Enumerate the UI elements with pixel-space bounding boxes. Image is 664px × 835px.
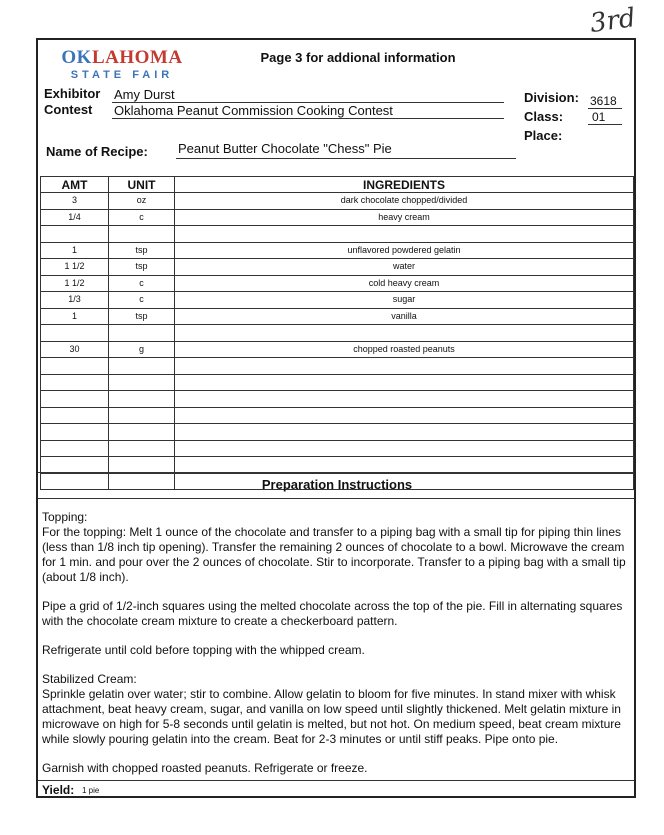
division-value: 3618 — [590, 94, 617, 108]
ingredient-name: cold heavy cream — [175, 275, 634, 292]
ingredient-row — [41, 407, 634, 424]
ingredient-unit — [109, 457, 175, 474]
ingredient-amt: 1 — [41, 308, 109, 325]
preparation-paragraph: Refrigerate until cold before topping with the whipped cream. — [42, 643, 365, 657]
ingredient-name — [175, 424, 634, 441]
ingredient-unit — [109, 440, 175, 457]
ingredient-unit: tsp — [109, 259, 175, 276]
ingredient-name — [175, 440, 634, 457]
ingredient-unit — [109, 407, 175, 424]
ingredient-name: vanilla — [175, 308, 634, 325]
ingredient-row — [41, 457, 634, 474]
ingredient-name — [175, 457, 634, 474]
ingredient-unit — [109, 424, 175, 441]
ingredient-unit: g — [109, 341, 175, 358]
ingredients-header: INGREDIENTS — [175, 177, 634, 193]
ingredient-name: water — [175, 259, 634, 276]
logo-lahoma: LAHOMA — [91, 47, 183, 68]
ingredient-row — [41, 209, 634, 226]
prep-heading-rule — [38, 498, 634, 499]
ingredient-row — [41, 440, 634, 457]
ingredient-amt: 1 1/2 — [41, 259, 109, 276]
exhibitor-value: Amy Durst — [114, 87, 175, 102]
ingredient-unit: oz — [109, 193, 175, 210]
ingredient-row — [41, 325, 634, 342]
ingredient-name — [175, 407, 634, 424]
preparation-paragraph: Garnish with chopped roasted peanuts. Refrigerate or freeze. — [42, 761, 368, 775]
unit-header: UNIT — [109, 177, 175, 193]
ingredient-unit — [109, 391, 175, 408]
division-label: Division: — [524, 90, 579, 105]
ingredients-header-row — [41, 177, 634, 193]
ingredient-amt — [41, 374, 109, 391]
ingredient-amt — [41, 226, 109, 243]
ingredient-name: chopped roasted peanuts — [175, 341, 634, 358]
ingredient-name — [175, 325, 634, 342]
ingredient-row — [41, 193, 634, 210]
ingredient-amt — [41, 391, 109, 408]
preparation-text — [42, 510, 632, 790]
ingredient-amt — [41, 457, 109, 474]
ingredient-amt — [41, 407, 109, 424]
ingredient-unit: tsp — [109, 242, 175, 259]
class-label: Class: — [524, 109, 564, 124]
ingredient-unit — [109, 226, 175, 243]
preparation-heading: Preparation Instructions — [261, 477, 413, 492]
ingredient-unit: c — [109, 292, 175, 309]
contest-underline — [112, 118, 504, 119]
preparation-paragraph: Stabilized Cream: Sprinkle gelatin over water; stir to combine. Allow gelatin to bloom for five minutes. In stand mixer with whisk attachment, beat heavy cream, sugar, and vanilla on low speed until slightly thickened. Melt gelatin mixture in microwave on high for 5-8 seconds until gelatin is melted, but not hot. On medium speed, beat cream mixture while slowly pouring gelatin into the cream. Beat for 2-3 minutes or until stiff peaks. Pipe onto pie. — [42, 672, 621, 746]
ingredient-name — [175, 226, 634, 243]
ingredient-amt: 1 1/2 — [41, 275, 109, 292]
division-underline — [588, 108, 622, 109]
preparation-paragraph: Pipe a grid of 1/2-inch squares using the melted chocolate across the top of the pie. Fill in alternating squares with the chocolate cream mixture to create a checkerboard pattern. — [42, 599, 623, 628]
logo-ok: OK — [61, 47, 92, 68]
yield-value: 1 pie — [82, 786, 100, 795]
ingredient-row — [41, 292, 634, 309]
ingredient-name: heavy cream — [175, 209, 634, 226]
entry-form — [36, 38, 636, 798]
ingredient-row — [41, 275, 634, 292]
ingredient-name: unflavored powdered gelatin — [175, 242, 634, 259]
ingredient-amt — [41, 358, 109, 375]
ingredients-table — [40, 176, 634, 490]
ingredient-amt: 1/4 — [41, 209, 109, 226]
handwritten-place-note: 3rd — [588, 2, 638, 40]
ingredient-name: sugar — [175, 292, 634, 309]
yield-label: Yield: — [42, 783, 75, 797]
recipe-name-label: Name of Recipe: — [46, 144, 148, 159]
amt-header: AMT — [41, 177, 109, 193]
ingredient-amt: 1/3 — [41, 292, 109, 309]
class-value: 01 — [592, 110, 606, 124]
ingredient-amt — [41, 424, 109, 441]
logo-subtitle: STATE FAIR — [70, 69, 174, 81]
ingredient-name: dark chocolate chopped/divided — [175, 193, 634, 210]
ingredient-amt — [41, 325, 109, 342]
ingredient-row — [41, 242, 634, 259]
exhibitor-label: Exhibitor — [44, 86, 101, 101]
place-label: Place: — [524, 128, 563, 143]
ingredient-row — [41, 226, 634, 243]
ingredients-body — [41, 193, 634, 490]
ingredient-unit: c — [109, 209, 175, 226]
state-fair-logo — [52, 48, 192, 82]
ingredient-row — [41, 358, 634, 375]
contest-value: Oklahoma Peanut Commission Cooking Contest — [114, 103, 393, 118]
ingredient-unit — [109, 358, 175, 375]
ingredient-amt: 30 — [41, 341, 109, 358]
ingredient-amt: 3 — [41, 193, 109, 210]
recipe-name-value: Peanut Butter Chocolate "Chess" Pie — [178, 141, 392, 156]
ingredient-unit: tsp — [109, 308, 175, 325]
ingredient-unit: c — [109, 275, 175, 292]
prep-top-rule — [38, 472, 634, 473]
yield-rule — [38, 780, 634, 781]
ingredient-unit — [109, 325, 175, 342]
contest-label: Contest — [44, 102, 93, 117]
ingredient-name — [175, 358, 634, 375]
ingredient-row — [41, 341, 634, 358]
class-underline — [588, 124, 622, 125]
recipe-underline — [176, 158, 516, 159]
ingredient-row — [41, 374, 634, 391]
ingredient-amt: 1 — [41, 242, 109, 259]
page-note: Page 3 for addional information — [260, 50, 456, 65]
ingredient-amt — [41, 440, 109, 457]
ingredient-unit — [109, 374, 175, 391]
ingredient-name — [175, 391, 634, 408]
preparation-paragraph: Topping: For the topping: Melt 1 ounce of the chocolate and transfer to a piping bag with a small tip for piping thin lines (less than 1/8 inch tip opening). Transfer the remaining 2 ounces of chocolate to a bowl. Microwave the cream for 1 min. and pour over the 2 ounces of chocolate. Stir to incorporate. Transfer to a piping bag with a small tip (about 1/8 inch). — [42, 510, 626, 584]
ingredient-row — [41, 308, 634, 325]
ingredient-row — [41, 259, 634, 276]
ingredient-row — [41, 424, 634, 441]
ingredient-name — [175, 374, 634, 391]
ingredient-row — [41, 391, 634, 408]
